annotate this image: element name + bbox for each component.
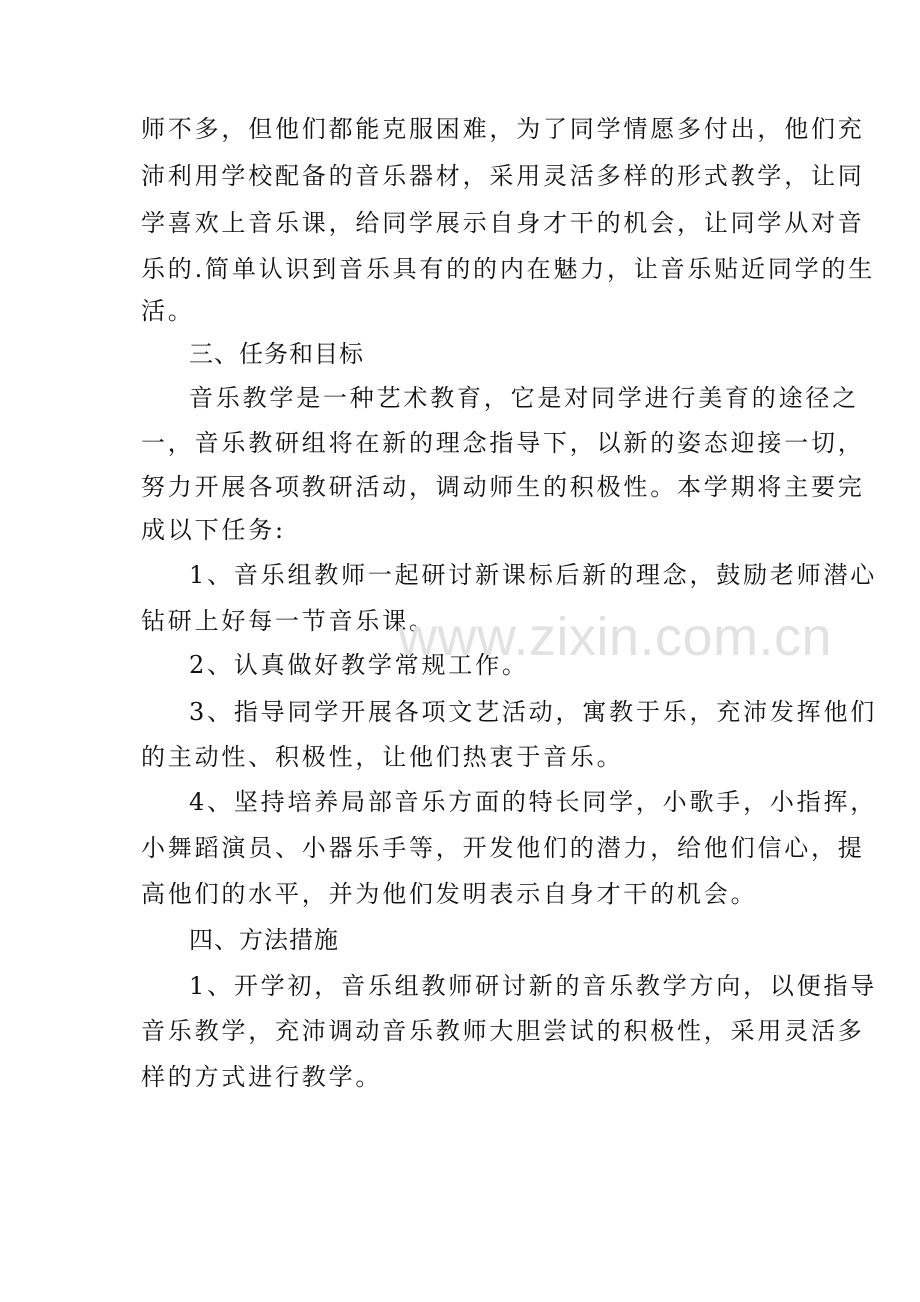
body-text-line: 高他们的水平，并为他们发明表示自身才干的机会。 <box>141 880 758 908</box>
task-item-3: 3、指导同学开展各项文艺活动，寓教于乐，充沛发挥他们 <box>189 698 878 726</box>
body-text-line: 活。 <box>141 297 195 325</box>
body-text-line: 样的方式进行教学。 <box>141 1063 383 1091</box>
body-text-line: 小舞蹈演员、小器乐手等，开发他们的潜力，给他们信心，提 <box>141 834 865 862</box>
paragraph-first-line: 音乐教学是一种艺术教育，它是对同学进行美育的途径之 <box>189 384 859 412</box>
section-heading: 四、方法措施 <box>189 926 339 954</box>
body-text-line: 努力开展各项教研活动，调动师生的积极性。本学期将主要完 <box>141 473 865 501</box>
task-item-2: 2、认真做好教学常规工作。 <box>189 651 529 679</box>
body-text-line: 师不多，但他们都能克服困难，为了同学情愿多付出，他们充 <box>141 115 865 143</box>
section-heading: 三、任务和目标 <box>189 340 364 368</box>
body-text-line: 沛利用学校配备的音乐器材，采用灵活多样的形式教学，让同 <box>141 162 865 190</box>
body-text-line: 一，音乐教研组将在新的理念指导下，以新的姿态迎接一切， <box>141 429 865 457</box>
task-item-1: 1、音乐组教师一起研讨新课标后新的理念，鼓励老师潜心 <box>189 561 878 589</box>
watermark: www.zixin.com.cn <box>398 607 833 667</box>
body-text-line: 成以下任务: <box>141 516 286 544</box>
measure-item-1: 1、开学初，音乐组教师研讨新的音乐教学方向，以便指导 <box>189 972 878 1000</box>
body-text-line: 乐的.简单认识到音乐具有的的内在魅力，让音乐贴近同学的生 <box>141 255 876 283</box>
task-item-4: 4、坚持培养局部音乐方面的特长同学，小歌手，小指挥， <box>189 788 878 816</box>
body-text-line: 学喜欢上音乐课，给同学展示自身才干的机会，让同学从对音 <box>141 209 865 237</box>
body-text-line: 钻研上好每一节音乐课。 <box>141 607 436 635</box>
body-text-line: 音乐教学，充沛调动音乐教师大胆尝试的积极性，采用灵活多 <box>141 1017 865 1045</box>
body-text-line: 的主动性、积极性，让他们热衷于音乐。 <box>141 743 624 771</box>
